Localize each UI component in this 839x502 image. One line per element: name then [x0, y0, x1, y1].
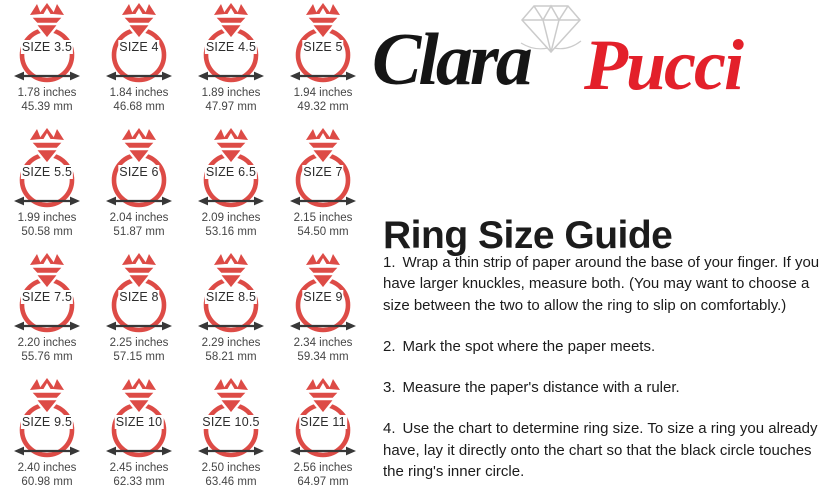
ring-diameter-inches: 1.84 inches [109, 87, 169, 99]
ring-diameter-inches: 2.04 inches [109, 212, 169, 224]
instruction-step [383, 418, 835, 482]
ring-diameter-inches: 1.94 inches [293, 87, 353, 99]
step-number: 1. [383, 254, 396, 271]
brand-name-first: Clara [372, 19, 530, 101]
ring-measurements [277, 86, 369, 114]
diameter-arrow-icon [289, 70, 357, 82]
instruction-list [383, 252, 835, 502]
ring-diameter-inches: 1.99 inches [17, 212, 77, 224]
ring-measurements [93, 211, 185, 239]
ring-diameter-mm: 58.21 mm [205, 351, 257, 364]
step-number: 2. [383, 337, 396, 355]
ring-size-label: SIZE 8 [119, 290, 159, 304]
brand-name-second: Pucci [584, 25, 742, 105]
step-text: Measure the paper's distance with a ruler. [402, 379, 680, 397]
ring-measurements [185, 86, 277, 114]
ring-size-label: SIZE 7 [303, 165, 343, 179]
ring-size-cell [93, 251, 185, 376]
ring-diameter-inches: 2.29 inches [201, 337, 261, 349]
step-text: Mark the spot where the paper meets. [402, 337, 656, 355]
diameter-arrow-icon [197, 320, 265, 332]
ring-size-label: SIZE 5 [303, 40, 343, 54]
diamond-outline-icon [518, 3, 584, 58]
ring-size-cell [93, 376, 185, 501]
ring-diameter-mm: 53.16 mm [205, 226, 257, 239]
ring-diameter-inches: 2.15 inches [293, 212, 353, 224]
instruction-step [383, 377, 835, 398]
ring-size-cell [93, 126, 185, 251]
diameter-arrow-icon [13, 320, 81, 332]
ring-diameter-inches: 2.09 inches [201, 212, 261, 224]
instruction-step [383, 336, 835, 357]
ring-size-cell [277, 251, 369, 376]
step-number: 3. [383, 379, 396, 397]
ring-diameter-mm: 55.76 mm [21, 351, 73, 364]
ring-size-cell [1, 1, 93, 126]
ring-size-label: SIZE 10.5 [202, 415, 260, 429]
ring-diameter-mm: 49.32 mm [297, 101, 349, 114]
ring-size-grid [1, 1, 369, 501]
diameter-arrow-icon [289, 195, 357, 207]
ring-diameter-inches: 2.25 inches [109, 337, 169, 349]
ring-size-cell [277, 1, 369, 126]
ring-diameter-mm: 59.34 mm [297, 351, 349, 364]
ring-measurements [93, 461, 185, 489]
ring-size-cell [277, 376, 369, 501]
ring-measurements [185, 336, 277, 364]
ring-measurements [185, 211, 277, 239]
ring-diameter-mm: 62.33 mm [113, 476, 165, 489]
ring-diameter-inches: 2.40 inches [17, 462, 77, 474]
ring-measurements [277, 461, 369, 489]
ring-diameter-inches: 2.50 inches [201, 462, 261, 474]
ring-size-label: SIZE 11 [300, 415, 346, 429]
ring-size-cell [277, 126, 369, 251]
ring-diameter-mm: 50.58 mm [21, 226, 73, 239]
ring-diameter-mm: 57.15 mm [113, 351, 165, 364]
ring-diameter-mm: 54.50 mm [297, 226, 349, 239]
diameter-arrow-icon [105, 195, 173, 207]
ring-diameter-mm: 63.46 mm [205, 476, 257, 489]
ring-size-label: SIZE 9.5 [21, 415, 73, 429]
ring-size-cell [185, 376, 277, 501]
diameter-arrow-icon [289, 320, 357, 332]
ring-measurements [1, 211, 93, 239]
ring-size-cell [93, 1, 185, 126]
ring-diameter-mm: 45.39 mm [21, 101, 73, 114]
diameter-arrow-icon [289, 445, 357, 457]
diameter-arrow-icon [197, 445, 265, 457]
ring-diameter-mm: 60.98 mm [21, 476, 73, 489]
page-title: Ring Size Guide [383, 214, 673, 258]
ring-measurements [1, 461, 93, 489]
ring-diameter-inches: 2.45 inches [109, 462, 169, 474]
ring-size-cell [1, 251, 93, 376]
ring-diameter-inches: 2.56 inches [293, 462, 353, 474]
diameter-arrow-icon [105, 320, 173, 332]
ring-diameter-mm: 46.68 mm [113, 101, 165, 114]
diameter-arrow-icon [105, 70, 173, 82]
ring-size-label: SIZE 5.5 [21, 165, 73, 179]
diameter-arrow-icon [197, 70, 265, 82]
ring-size-label: SIZE 8.5 [205, 290, 257, 304]
brand-logo [372, 0, 837, 118]
ring-size-label: SIZE 9 [303, 290, 343, 304]
ring-diameter-inches: 2.20 inches [17, 337, 77, 349]
diameter-arrow-icon [13, 70, 81, 82]
ring-size-label: SIZE 6.5 [205, 165, 257, 179]
ring-measurements [93, 86, 185, 114]
ring-measurements [277, 336, 369, 364]
ring-size-label: SIZE 7.5 [21, 290, 73, 304]
diameter-arrow-icon [13, 195, 81, 207]
ring-diameter-inches: 2.34 inches [293, 337, 353, 349]
ring-diameter-mm: 64.97 mm [297, 476, 349, 489]
ring-size-cell [185, 126, 277, 251]
ring-size-cell [185, 1, 277, 126]
ring-measurements [1, 86, 93, 114]
ring-size-cell [1, 376, 93, 501]
diameter-arrow-icon [105, 445, 173, 457]
ring-measurements [277, 211, 369, 239]
ring-size-cell [1, 126, 93, 251]
ring-measurements [185, 461, 277, 489]
diameter-arrow-icon [197, 195, 265, 207]
ring-diameter-inches: 1.78 inches [17, 87, 77, 99]
diameter-arrow-icon [13, 445, 81, 457]
ring-diameter-mm: 51.87 mm [113, 226, 165, 239]
instruction-step [383, 252, 835, 316]
step-number: 4. [383, 420, 396, 438]
ring-diameter-inches: 1.89 inches [201, 87, 261, 99]
ring-measurements [93, 336, 185, 364]
step-text: Use the chart to determine ring size. To size a ring you already have, lay it directly onto the chart so that the black circle touches the ring's inner circle. [383, 420, 818, 481]
ring-size-label: SIZE 6 [119, 165, 159, 179]
ring-size-label: SIZE 4 [119, 40, 159, 54]
ring-measurements [1, 336, 93, 364]
ring-diameter-mm: 47.97 mm [205, 101, 257, 114]
ring-size-label: SIZE 4.5 [205, 40, 257, 54]
ring-size-cell [185, 251, 277, 376]
ring-size-label: SIZE 3.5 [21, 40, 73, 54]
step-text: Wrap a thin strip of paper around the base of your finger. If you have larger knuckles, measure both. (You may want to choose a size between the two to allow the ring to slip on comfortably.) [383, 254, 820, 314]
ring-size-label: SIZE 10 [115, 415, 163, 429]
